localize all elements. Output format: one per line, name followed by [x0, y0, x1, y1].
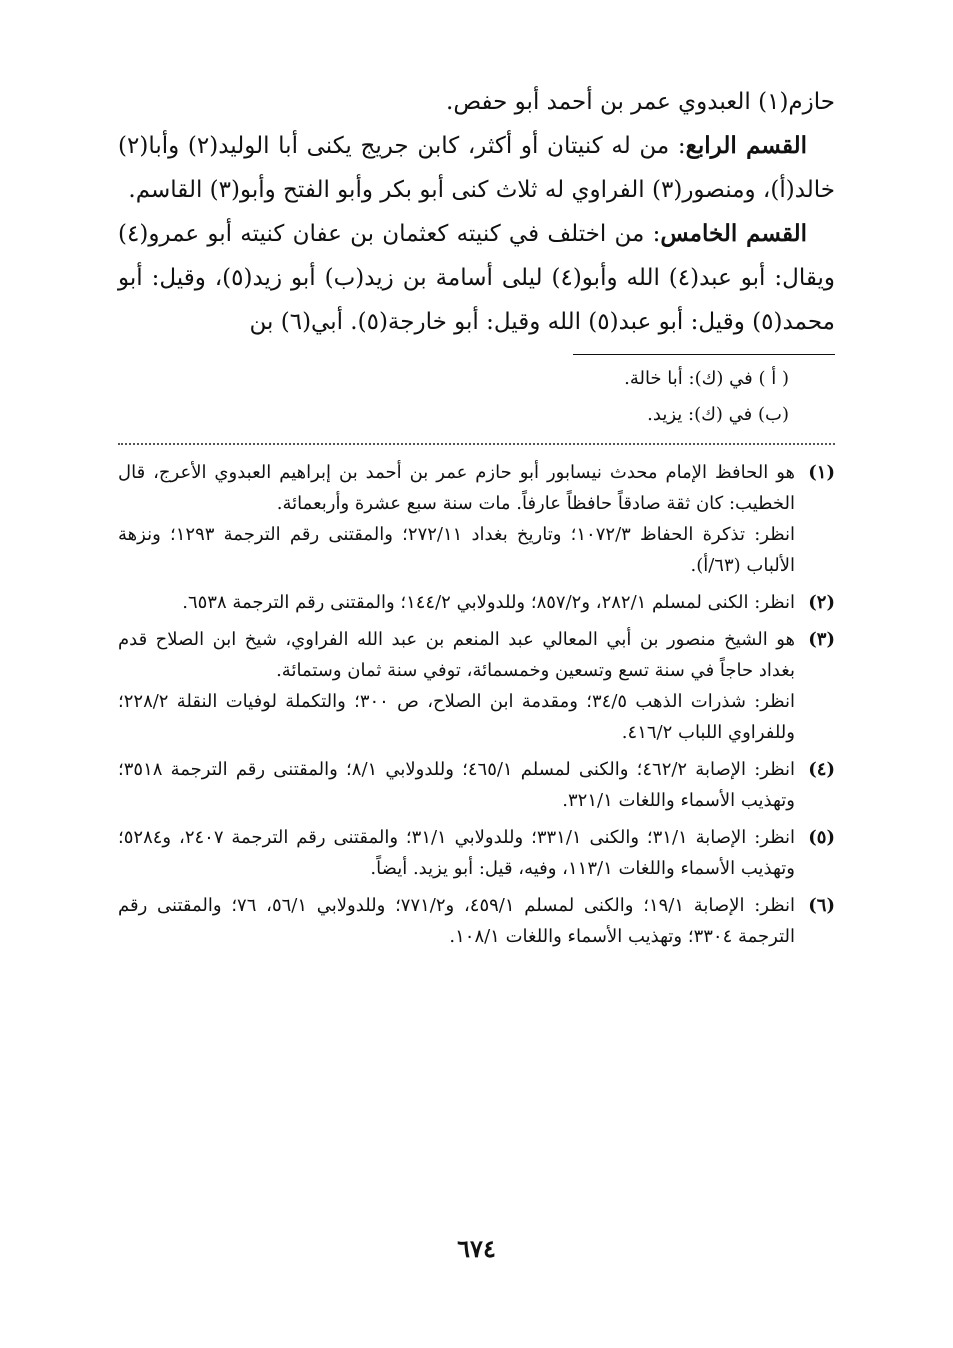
- footnote-4: [118, 754, 835, 816]
- page-content: [118, 80, 835, 958]
- footnote-text: هو الحافظ الإمام محدث نيسابور أبو حازم عمر بن أحمد بن إبراهيم العبدوي الأعرج، قال الخطيب: كان ثقة صادقاً حافظاً عارفاً. مات سنة سبع عشرة وأربعمائة.: [118, 462, 795, 514]
- footnote-number: (٣): [808, 629, 835, 650]
- footnote-text: انظر: شذرات الذهب ٣٤/٥؛ ومقدمة ابن الصلاح، ص ٣٠٠؛ والتكملة لوفيات النقلة ٢٢٨/٢؛ وللفراوي اللباب ٤١٦/٢.: [118, 691, 795, 743]
- footnote-5: [118, 822, 835, 884]
- footnote-number: (٢): [808, 592, 835, 613]
- main-paragraph-1: حازم‏(١) العبدوي عمر بن أحمد أبو حفص.: [446, 89, 835, 115]
- section-heading-5: القسم الخامس: [660, 220, 808, 247]
- footnote-number: (٥): [808, 827, 835, 848]
- main-text: [118, 80, 835, 344]
- footnote-number: (٤): [808, 759, 835, 780]
- footnote-1: [118, 457, 835, 581]
- section-text-4: : من له كنيتان أو أكثر، كابن جريج يكنى أبا الوليد(٢) وأبا(٢) خالد(أ)، ومنصور(٣) الفراوي له ثلاث كنى أبو بكر وأبو الفتح وأبو(٣) القاسم.: [118, 133, 835, 203]
- footnote-3: [118, 624, 835, 748]
- footnote-text: انظر: الإصابة ٤٦٢/٢؛ والكنى لمسلم ٤٦٥/١؛ وللدولابي ٨/١؛ والمقتنى رقم الترجمة ٣٥١٨؛ وتهذيب الأسماء واللغات ٣٢١/١.: [118, 759, 795, 811]
- footnote-text: انظر: الإصابة ٣١/١؛ والكنى ٣٣١/١؛ وللدولابي ٣١/١؛ والمقتنى رقم الترجمة ٢٤٠٧، و٥٢٨٤؛ وتهذيب الأسماء واللغات ١١٣/١، وفيه، قيل: أبو يزيد. أيضاً.: [118, 827, 795, 879]
- main-paragraph-2: [118, 124, 835, 212]
- dotted-divider: [118, 443, 835, 445]
- footnote-text: انظر: الإصابة ١٩/١؛ والكنى لمسلم ٤٥٩/١، و٧٧١/٢؛ وللدولابي ٥٦/١، ٧٦؛ والمقتنى رقم الترجمة ٣٣٠٤؛ وتهذيب الأسماء واللغات ١٠٨/١.: [118, 895, 795, 947]
- footnotes: [118, 457, 835, 952]
- variant-note-a: ( أ ) في (ك): أبا خالة.: [624, 368, 789, 389]
- footnote-number: (١): [808, 462, 835, 483]
- footnote-separator: [573, 354, 835, 355]
- variant-note-b: (ب) في (ك): يزيد.: [647, 404, 789, 425]
- footnote-text: انظر: الكنى لمسلم ٢٨٢/١، و٨٥٧/٢؛ وللدولابي ١٤٤/٢؛ والمقتنى رقم الترجمة ٦٥٣٨.: [182, 592, 795, 613]
- variant-notes: [118, 361, 835, 433]
- footnote-text: انظر: تذكرة الحفاظ ١٠٧٢/٣؛ وتاريخ بغداد ٢٧٢/١١؛ والمقتنى رقم الترجمة ١٢٩٣؛ ونزهة الألباب (٦٣/أ).: [118, 524, 795, 576]
- footnote-text: هو الشيخ منصور بن أبي المعالي عبد المنعم بن عبد الله الفراوي، شيخ ابن الصلاح قدم بغداد حاجاً في سنة تسع وتسعين وخمسمائة، توفي سنة ثمان وستمائة.: [118, 629, 795, 681]
- section-heading-4: القسم الرابع: [685, 132, 807, 159]
- section-text-5: : من اختلف في كنيته كعثمان بن عفان كنيته أبو عمرو(٤) ويقال: أبو عبد(٤) الله وأبو(٤) ليلى أسامة بن زيد(ب) أبو زيد(٥)، وقيل: أبو محمد(٥) وقيل: أبو عبد(٥) الله وقيل: أبو خارجة(٥). أبي(٦) بن: [118, 221, 835, 335]
- footnote-6: [118, 890, 835, 952]
- page-number: ٦٧٤: [457, 1234, 496, 1263]
- main-paragraph-3: [118, 212, 835, 344]
- footnote-2: [118, 587, 835, 618]
- footnote-number: (٦): [808, 895, 835, 916]
